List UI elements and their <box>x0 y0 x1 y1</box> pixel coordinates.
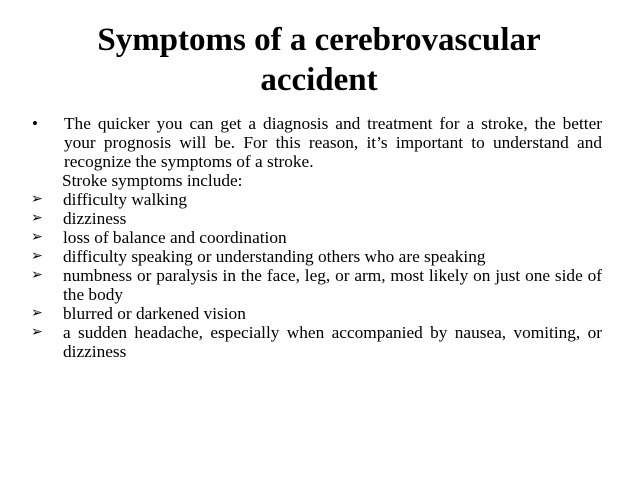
list-item <box>30 304 602 323</box>
arrow-bullet-icon: ➢ <box>31 267 43 283</box>
intro-paragraph <box>30 114 602 171</box>
list-item <box>30 190 602 209</box>
arrow-bullet-icon: ➢ <box>31 324 43 340</box>
slide-title: Symptoms of a cerebrovascular accident <box>97 22 541 98</box>
arrow-bullet-icon: ➢ <box>31 305 43 321</box>
list-item <box>30 266 602 304</box>
arrow-bullet-icon: ➢ <box>31 191 43 207</box>
slide-body <box>30 114 602 361</box>
list-item <box>30 247 602 266</box>
arrow-bullet-icon: ➢ <box>31 210 43 226</box>
list-item <box>30 209 602 228</box>
symptom-text: numbness or paralysis in the face, leg, or arm, most likely on just one side of the body <box>63 266 602 304</box>
arrow-bullet-icon: ➢ <box>31 229 43 245</box>
symptom-text: difficulty speaking or understanding others who are speaking <box>63 247 486 266</box>
symptom-text: a sudden headache, especially when accompanied by nausea, vomiting, or dizziness <box>63 323 602 361</box>
symptom-text: difficulty walking <box>63 190 187 209</box>
intro-text: The quicker you can get a diagnosis and treatment for a stroke, the better your prognosis will be. For this reason, it’s important to understand and recognize the symptoms of a stroke. <box>64 114 602 171</box>
symptoms-subheading: Stroke symptoms include: <box>62 171 243 190</box>
list-item <box>30 228 602 247</box>
bullet-icon: • <box>32 114 38 133</box>
symptom-text: blurred or darkened vision <box>63 304 246 323</box>
arrow-bullet-icon: ➢ <box>31 248 43 264</box>
symptom-text: dizziness <box>63 209 127 228</box>
list-item <box>30 323 602 361</box>
symptom-text: loss of balance and coordination <box>63 228 287 247</box>
